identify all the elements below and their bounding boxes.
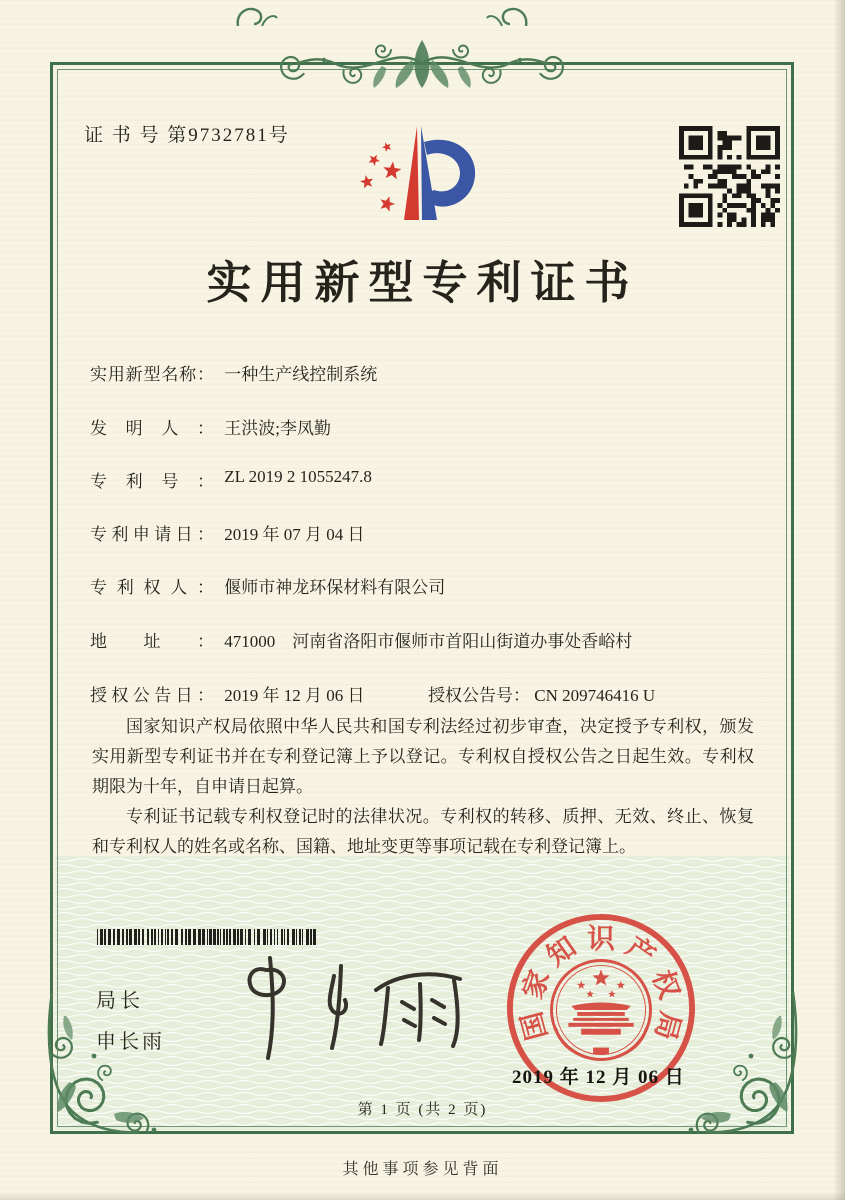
svg-text:识: 识 bbox=[587, 923, 615, 955]
field-value: 471000 河南省洛阳市偃师市首阳山街道办事处香峪村 bbox=[224, 632, 633, 651]
page-indicator: 第 1 页 (共 2 页) bbox=[357, 1102, 488, 1118]
svg-text:国: 国 bbox=[515, 1008, 553, 1044]
field-value: ZL 2019 2 1055247.8 bbox=[224, 467, 372, 486]
svg-text:权: 权 bbox=[646, 966, 686, 1003]
field-value: 2019 年 07 月 04 日 bbox=[224, 525, 365, 544]
back-note: 其他事项参见背面 bbox=[342, 1161, 503, 1178]
field-value: 王洪波;李凤勤 bbox=[224, 419, 331, 438]
qr-code bbox=[679, 126, 780, 227]
field-filing-date bbox=[90, 520, 365, 545]
field-value: CN 209746416 U bbox=[534, 686, 656, 705]
director-name: 申长雨 bbox=[96, 1031, 165, 1053]
field-value: 偃师市神龙环保材料有限公司 bbox=[224, 578, 446, 597]
field-label: 专利申请日： bbox=[90, 525, 214, 544]
field-value: 一种生产线控制系统 bbox=[224, 365, 378, 384]
director-title: 局长 bbox=[96, 990, 144, 1012]
field-label: 专利号： bbox=[90, 472, 214, 491]
svg-text:知: 知 bbox=[540, 930, 582, 972]
top-edge-ornament-fragment bbox=[486, 0, 532, 26]
certificate-number: 证 书 号 第9732781号 bbox=[84, 125, 290, 146]
scan-edge-shadow bbox=[833, 0, 845, 1200]
field-value: 2019 年 12 月 06 日 bbox=[224, 686, 365, 705]
field-label: 专利权人： bbox=[90, 578, 214, 597]
top-center-flourish-ornament bbox=[262, 30, 582, 94]
svg-text:产: 产 bbox=[620, 930, 662, 972]
field-label: 发明人： bbox=[90, 419, 214, 438]
field-address bbox=[90, 627, 632, 652]
legal-paragraph-1: 国家知识产权局依照中华人民共和国专利法经过初步审查，决定授予专利权，颁发实用新型专利证书并在专利登记簿上予以登记。专利权自授权公告之日起生效。专利权期限为十年，自申请日起算。 bbox=[92, 717, 754, 796]
field-grant-date bbox=[90, 681, 365, 706]
field-utility-model-name bbox=[90, 360, 377, 385]
field-label: 实用新型名称： bbox=[90, 365, 214, 384]
field-patentee bbox=[90, 573, 445, 598]
certificate-title: 实用新型专利证书 bbox=[206, 258, 639, 308]
barcode bbox=[97, 929, 321, 945]
scan-edge-shadow bbox=[0, 1192, 845, 1200]
director-signature bbox=[228, 950, 468, 1065]
seal-date: 2019 年 12 月 06 日 bbox=[512, 1067, 685, 1088]
field-inventor bbox=[90, 414, 331, 439]
field-patent-number bbox=[90, 467, 372, 492]
top-edge-ornament-fragment bbox=[232, 0, 278, 26]
svg-text:家: 家 bbox=[516, 966, 556, 1003]
field-label: 授权公告日： bbox=[90, 686, 214, 705]
legal-text-block bbox=[92, 712, 754, 862]
legal-paragraph-2: 专利证书记载专利权登记时的法律状况。专利权的转移、质押、无效、终止、恢复和专利权人的姓名或名称、国籍、地址变更等事项记载在专利登记簿上。 bbox=[92, 807, 754, 856]
field-label: 地址： bbox=[90, 632, 214, 651]
field-label: 授权公告号： bbox=[428, 686, 530, 705]
cnipa-logo-icon bbox=[330, 120, 522, 236]
svg-text:局: 局 bbox=[649, 1008, 687, 1044]
field-grant-number bbox=[428, 681, 655, 706]
